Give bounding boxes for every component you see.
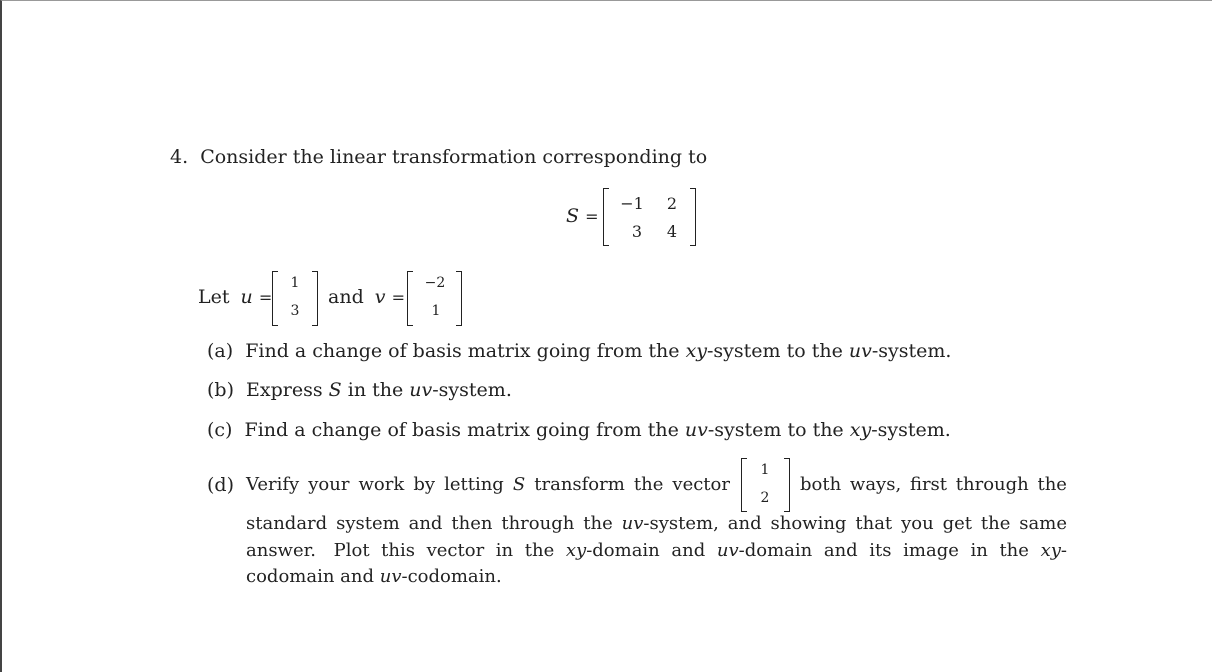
v-equals: =: [391, 288, 405, 307]
part-b-math1: S: [328, 379, 342, 401]
part-a-text3: -system.: [871, 340, 952, 362]
d-word-verify: Verify: [246, 474, 300, 495]
d-word-transform: transform: [534, 474, 625, 495]
problem-intro: [170, 148, 707, 167]
v-symbol: v: [374, 286, 386, 308]
d-word-the: the: [633, 474, 664, 495]
part-a-text1: Find a change of basis matrix going from the: [245, 340, 680, 362]
part-d-label: (d): [207, 474, 234, 496]
d-l3-math3: xy: [1040, 540, 1061, 561]
left-bracket: [741, 458, 747, 512]
let-u-label: [198, 288, 272, 307]
v-entry-2: 1: [431, 303, 441, 319]
s-cell-01: 2: [666, 194, 678, 213]
u-entry-1: 1: [290, 275, 300, 291]
left-bracket: [407, 271, 413, 326]
part-c-text3: -system.: [871, 419, 951, 441]
d-l3-text3: -domain and: [586, 540, 706, 561]
part-a-math1: xy: [685, 340, 708, 362]
s-symbol: S: [566, 205, 580, 227]
part-a-label: (a): [207, 340, 234, 362]
part-c-text1: Find a change of basis matrix going from the: [244, 419, 679, 441]
part-b-label: (b): [207, 379, 234, 401]
d-word-by: by: [413, 474, 436, 495]
s-matrix: [603, 188, 696, 246]
s-cell-00: −1: [620, 194, 644, 213]
part-b: [207, 381, 512, 400]
let-word: Let: [198, 286, 230, 308]
d-l3-text4: -domain and its image in the: [738, 540, 1029, 561]
right-bracket: [456, 271, 462, 326]
u-vector: [272, 271, 318, 326]
and-v-label: [328, 288, 405, 307]
intro-text: Consider the linear transformation corresponding to: [200, 146, 708, 168]
u-entry-2: 3: [290, 303, 300, 319]
d-l2-math1: uv: [621, 513, 644, 534]
v-vector: [407, 271, 462, 326]
problem-number: 4.: [170, 146, 189, 168]
v-entry-1: −2: [424, 275, 446, 291]
part-d-line3: [246, 542, 1067, 560]
u-symbol: u: [240, 286, 253, 308]
part-d-line1-right: [800, 476, 1067, 494]
s-cell-11: 4: [666, 222, 678, 241]
d-math-s: S: [512, 474, 526, 495]
part-b-text2: in the: [347, 379, 404, 401]
d-l2-text2: -system, and showing that you get the same: [643, 513, 1067, 534]
right-bracket: [312, 271, 318, 326]
part-c-text2: -system to the: [707, 419, 844, 441]
right-bracket: [690, 188, 696, 246]
d-word-ways: ways,: [849, 474, 902, 495]
d-word-work: work: [358, 474, 405, 495]
part-c-math2: xy: [849, 419, 872, 441]
d-l4-math1: uv: [379, 566, 402, 587]
d-word-both: both: [800, 474, 842, 495]
left-bracket: [272, 271, 278, 326]
d-l3-text5: -: [1060, 540, 1067, 561]
d-vector: [741, 458, 790, 512]
d-l4-text1: codomain and: [246, 566, 374, 587]
part-a: [207, 342, 951, 361]
u-equals: =: [258, 288, 273, 307]
part-a-text2: -system to the: [707, 340, 843, 362]
d-l3-math1: xy: [565, 540, 587, 561]
d-word-through: through: [955, 474, 1029, 495]
s-matrix-label: [566, 207, 598, 226]
equals-sign: =: [585, 207, 599, 226]
d-l3-text1: answer.: [246, 540, 316, 561]
part-d-line1-left: [246, 476, 730, 494]
d-word-the2: the: [1037, 474, 1067, 495]
left-bracket: [603, 188, 609, 246]
d-l3-math2: uv: [716, 540, 739, 561]
d-l3-text2: Plot this vector in the: [333, 540, 555, 561]
part-c-math1: uv: [684, 419, 708, 441]
d-word-first: first: [909, 474, 948, 495]
part-c: [207, 421, 951, 440]
part-a-math2: uv: [848, 340, 872, 362]
d-word-vector: vector: [672, 474, 730, 495]
part-b-text3: -system.: [432, 379, 512, 401]
part-b-math2: uv: [409, 379, 433, 401]
d-l2-text1: standard system and then through the: [246, 513, 613, 534]
d-word-letting: letting: [444, 474, 504, 495]
s-cell-10: 3: [631, 222, 643, 241]
part-b-text1: Express: [246, 379, 323, 401]
and-word: and: [328, 286, 364, 308]
d-vector-entry-1: 1: [760, 462, 770, 478]
part-d-line2: [246, 515, 1067, 533]
part-c-label: (c): [207, 419, 233, 441]
d-l4-text2: -codomain.: [401, 566, 502, 587]
right-bracket: [784, 458, 790, 512]
part-d-line4: [246, 568, 502, 586]
d-word-your: your: [308, 474, 350, 495]
d-vector-entry-2: 2: [760, 490, 770, 506]
